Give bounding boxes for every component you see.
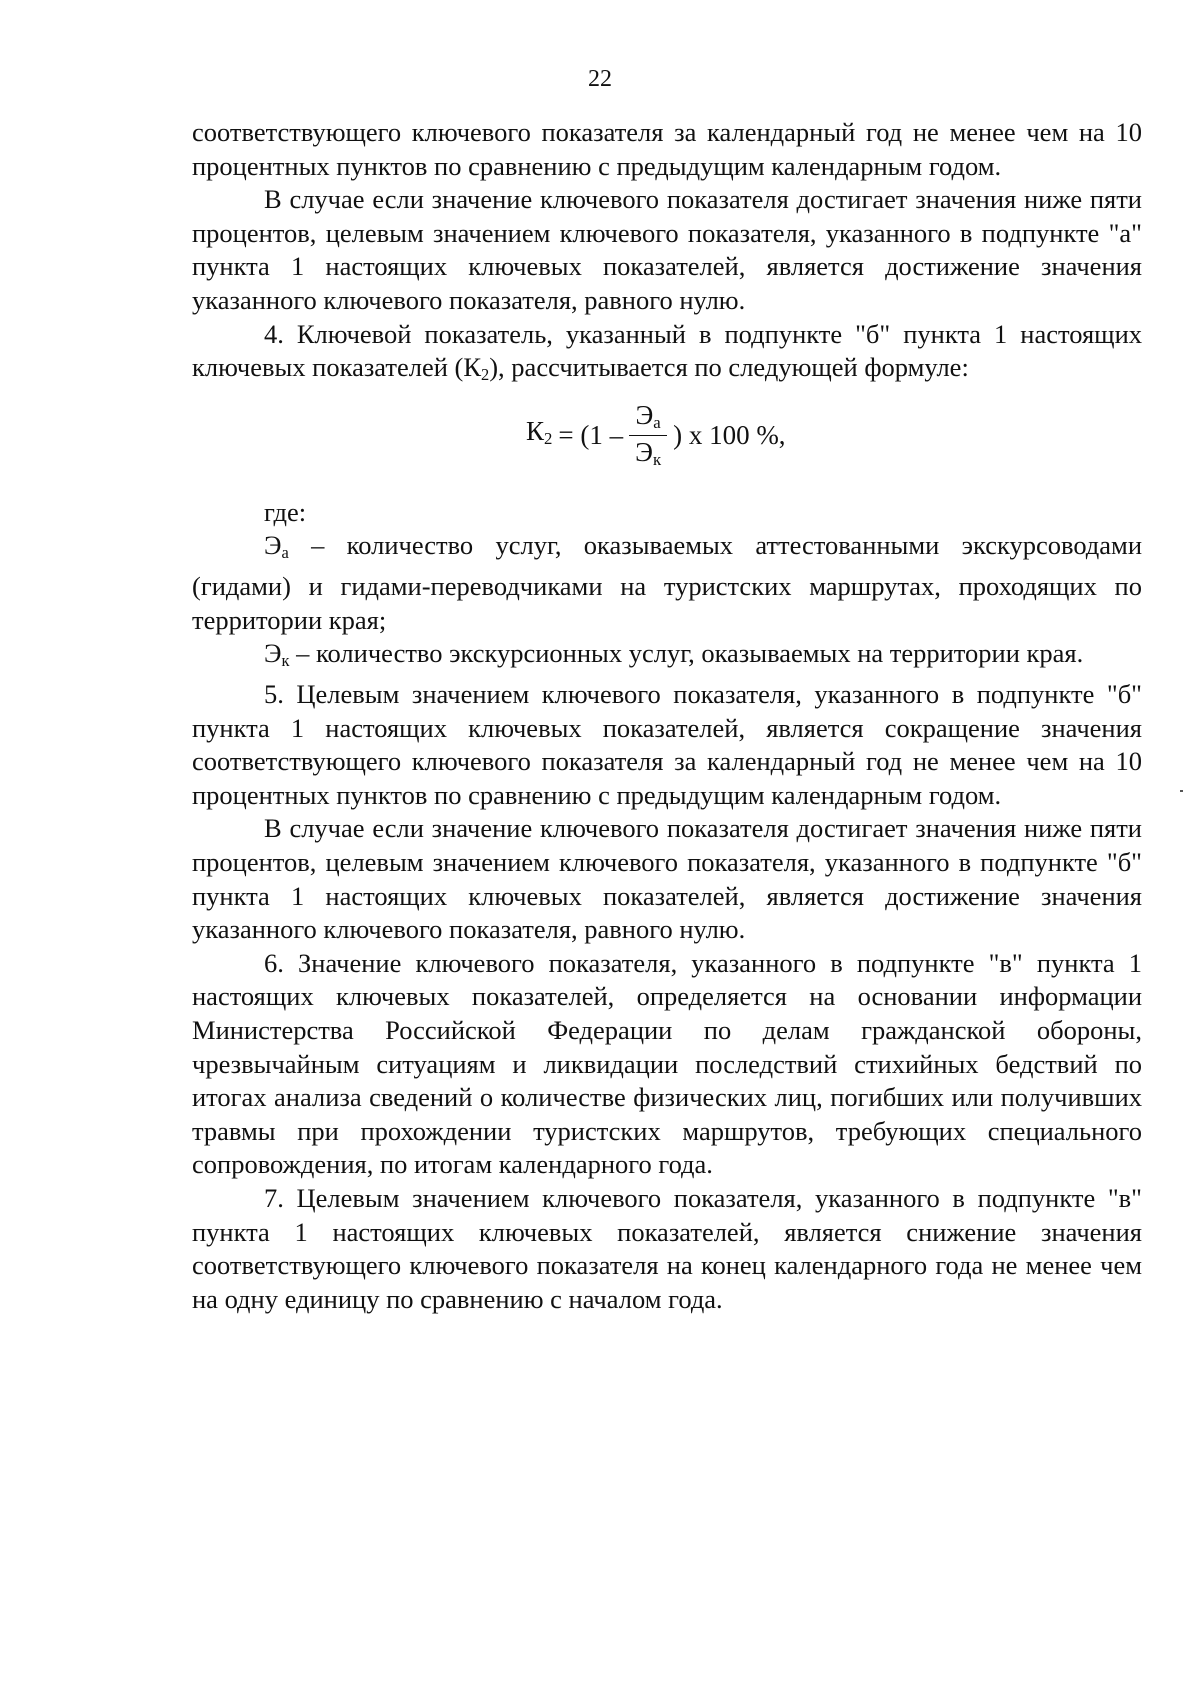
document-body <box>192 116 1142 1316</box>
definition-ea-symbol: Э <box>264 530 282 561</box>
scan-speck <box>1180 790 1183 792</box>
item-4-text-start: 4. Ключевой показатель, указанный в подпункте "б" пункта 1 настоящих ключевых показателей (К <box>192 318 1142 383</box>
denominator-sub: к <box>652 450 662 470</box>
formula-equals-open: = (1 – <box>558 420 624 451</box>
item-4-text-end: ), рассчитывается по следующей формуле: <box>489 352 969 383</box>
page-number: 22 <box>588 66 612 92</box>
formula-lhs <box>526 415 552 456</box>
definition-ek-symbol: Э <box>264 638 282 669</box>
paragraph-continuation: соответствующего ключевого показателя за календарный год не менее чем на 10 процентных пунктов по сравнению с предыдущим календарным годом. <box>192 117 1142 181</box>
denominator-symbol: Э <box>635 437 653 468</box>
where-label: где: <box>264 496 307 527</box>
paragraph-item-5: 5. Целевым значением ключевого показателя, указанного в подпункте "б" пункта 1 настоящих ключевых показателей, является сокращение значения соответствующего ключевого показателя за календарный год не менее чем на 10 процентных пунктов по сравнению с предыдущим календарным годом. <box>192 679 1142 810</box>
formula-block <box>192 392 1142 492</box>
item-4-subscript: 2 <box>481 365 490 385</box>
definition-ea <box>192 529 1142 637</box>
definition-ek-text: – количество экскурсионных услуг, оказываемых на территории края. <box>289 638 1084 669</box>
definition-ek-sub: к <box>281 651 290 671</box>
paragraph-item-6: 6. Значение ключевого показателя, указанного в подпункте "в" пункта 1 настоящих ключевых показателей, определяется на основании информации Министерства Российской Федерации по делам гражданской обороны, чрезвычайным ситуациям и ликвидации последствий стихийных бедствий по итогах анализа сведений о количестве физических лиц, погибших или получивших травмы при прохождении туристских маршрутов, требующих специального сопровождения, по итогам календарного года. <box>192 947 1142 1180</box>
definition-ek <box>192 637 1142 678</box>
paragraph-zero-case-b: В случае если значение ключевого показателя достигает значения ниже пяти процентов, целевым значением ключевого показателя, указанного в подпункте "б" пункта 1 настоящих ключевых показателей, является достижение значения указанного ключевого показателя, равного нулю. <box>192 813 1142 945</box>
formula-denominator <box>629 436 667 469</box>
numerator-symbol: Э <box>635 400 654 431</box>
formula-k2 <box>526 400 786 470</box>
formula-numerator <box>629 402 666 436</box>
numerator-sub: а <box>653 413 661 433</box>
paragraph-item-7: 7. Целевым значением ключевого показателя, указанного в подпункте "в" пункта 1 настоящих ключевых показателей, является снижение значения соответствующего ключевого показателя на конец календарного года не менее чем на одну единицу по сравнению с началом года. <box>192 1182 1142 1314</box>
formula-lhs-symbol: К <box>526 416 545 447</box>
definition-ea-text: – количество услуг, оказываемых аттестованными экскурсоводами (гидами) и гидами-переводчиками на туристских маршрутах, проходящих по территории края; <box>192 530 1142 635</box>
definition-ea-sub: а <box>281 543 289 563</box>
paragraph-zero-case-a: В случае если значение ключевого показателя достигает значения ниже пяти процентов, целевым значением ключевого показателя, указанного в подпункте "а" пункта 1 настоящих ключевых показателей, является достижение значения указанного ключевого показателя, равного нулю. <box>192 184 1142 315</box>
formula-lhs-sub: 2 <box>544 429 553 449</box>
paragraph-item-4 <box>192 318 1142 392</box>
formula-tail: ) х 100 %, <box>673 420 786 451</box>
formula-fraction <box>629 402 667 469</box>
